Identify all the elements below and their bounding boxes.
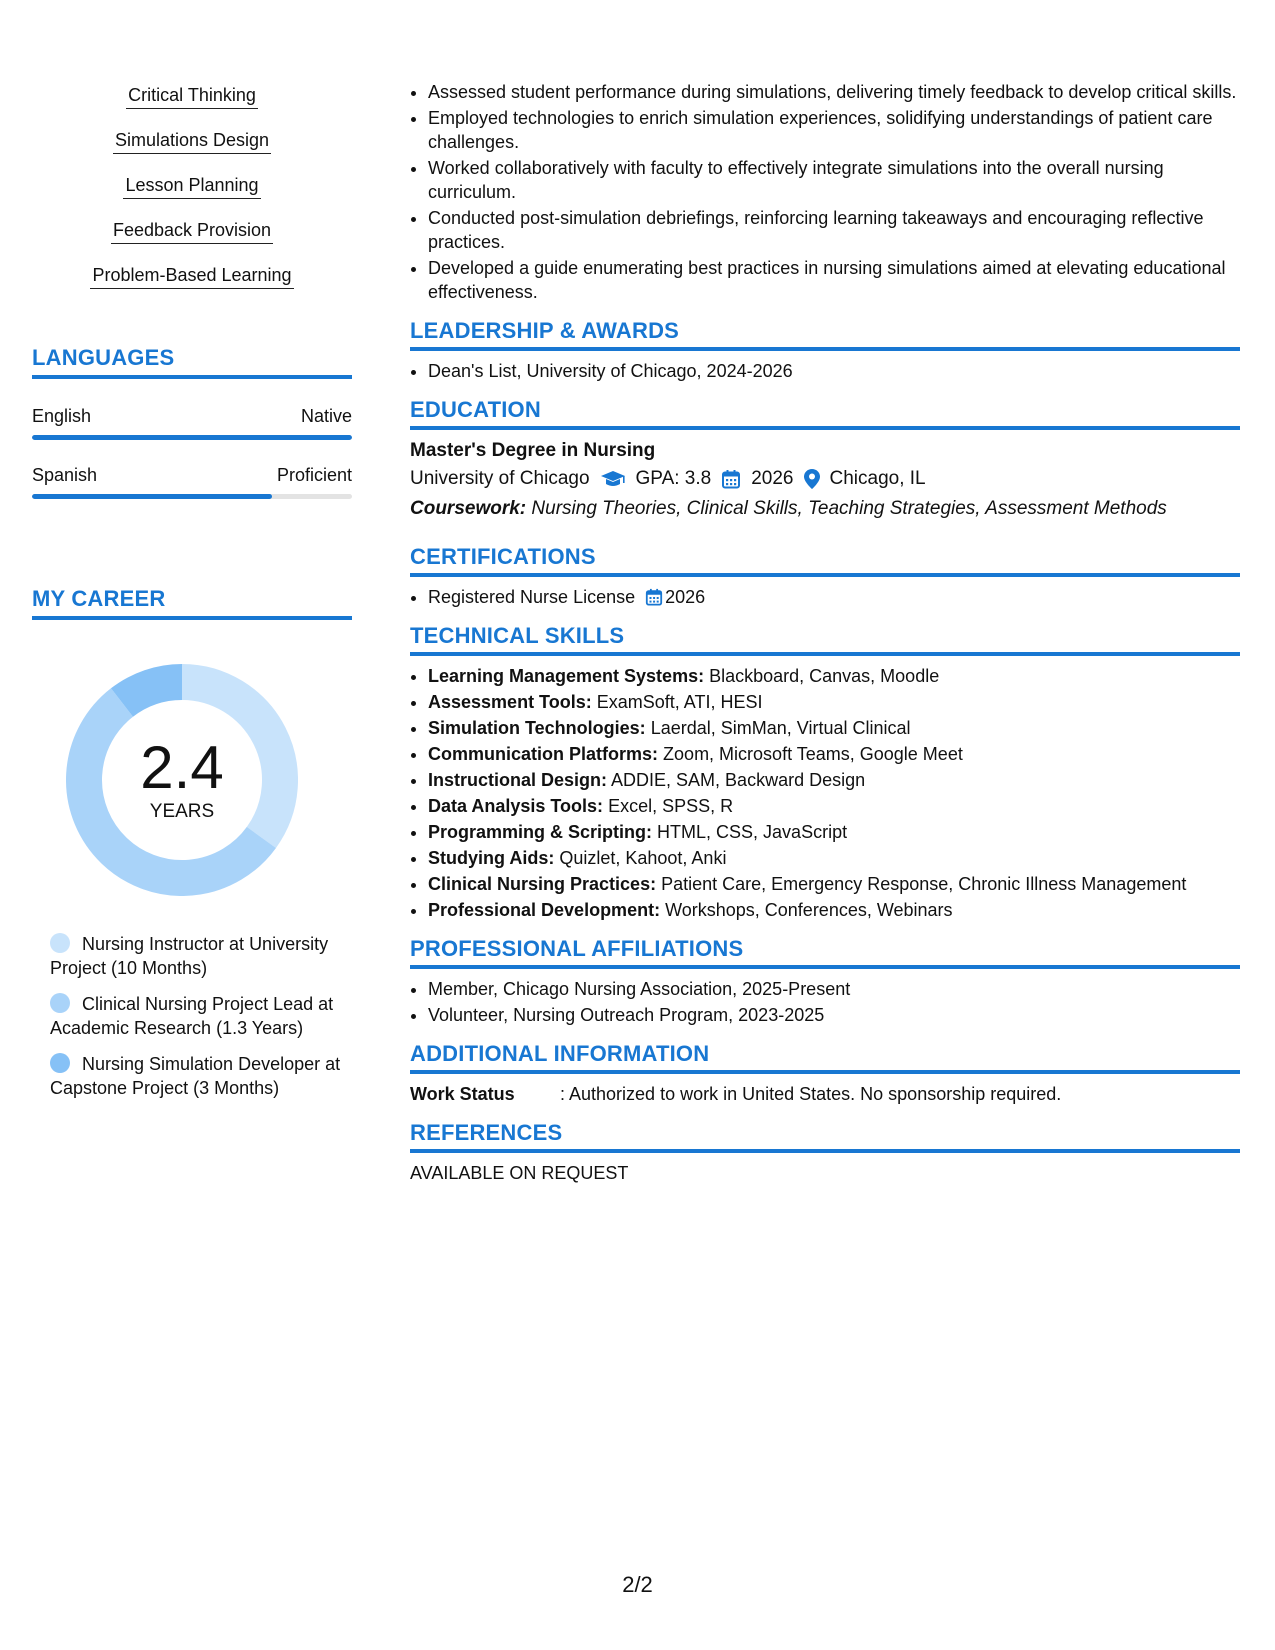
technical-skill-value: ExamSoft, ATI, HESI xyxy=(596,692,763,712)
donut-center xyxy=(66,664,298,896)
language-name: Spanish xyxy=(32,465,98,485)
language-row xyxy=(32,405,352,427)
experience-bullet: • Developed a guide enumerating best practices in nursing simulations aimed at elevating educational effectiveness. xyxy=(428,256,1240,304)
technical-skill-item xyxy=(428,664,1240,688)
work-status-value: : Authorized to work in United States. No sponsorship required. xyxy=(560,1084,1062,1104)
education-year: 2026 xyxy=(751,468,794,489)
education-location: Chicago, IL xyxy=(829,468,926,489)
education-degree: Master's Degree in Nursing xyxy=(410,440,656,461)
career-total-years: 2.4 xyxy=(140,734,224,801)
career-title: MY CAREER xyxy=(32,586,352,620)
career-legend xyxy=(50,932,350,1100)
technical-skill-item xyxy=(428,690,1240,714)
education-coursework xyxy=(410,494,1240,524)
education-school: University of Chicago xyxy=(410,468,590,489)
affiliation-item: • Volunteer, Nursing Outreach Program, 2023-2025 xyxy=(428,1003,1240,1027)
certification-item xyxy=(428,585,1240,609)
legend-item xyxy=(50,1052,350,1100)
technical-skill-item xyxy=(428,820,1240,844)
leadership-item: • Dean's List, University of Chicago, 2024-2026 xyxy=(428,359,1240,383)
technical-skill-label: Communication Platforms: xyxy=(428,744,659,764)
experience-bullet: • Worked collaboratively with faculty to effectively integrate simulations into the overall nursing curriculum. xyxy=(428,156,1240,204)
career-donut-chart xyxy=(66,664,298,896)
technical-skill-value: Quizlet, Kahoot, Anki xyxy=(559,848,727,868)
skill-item: Feedback Provision xyxy=(111,219,273,244)
legend-label: Nursing Instructor at University Project (10 Months) xyxy=(50,934,329,978)
education-title: EDUCATION xyxy=(410,397,1240,430)
leadership-title: LEADERSHIP & AWARDS xyxy=(410,318,1240,351)
technical-skill-value: ADDIE, SAM, Backward Design xyxy=(611,770,866,790)
language-proficiency-fill xyxy=(32,494,272,499)
additional-info-title: ADDITIONAL INFORMATION xyxy=(410,1041,1240,1074)
references-section xyxy=(410,1120,1240,1185)
education-section xyxy=(410,397,1240,524)
leadership-list xyxy=(410,359,1240,383)
references-title: REFERENCES xyxy=(410,1120,1240,1153)
language-item xyxy=(32,464,352,499)
language-item xyxy=(32,405,352,440)
technical-skill-label: Professional Development: xyxy=(428,900,661,920)
technical-skill-label: Programming & Scripting: xyxy=(428,822,653,842)
technical-skill-label: Studying Aids: xyxy=(428,848,555,868)
technical-skill-item xyxy=(428,742,1240,766)
technical-skill-item xyxy=(428,898,1240,922)
legend-item xyxy=(50,932,350,980)
leadership-section xyxy=(410,318,1240,383)
affiliations-title: PROFESSIONAL AFFILIATIONS xyxy=(410,936,1240,969)
technical-skill-value: Excel, SPSS, R xyxy=(608,796,734,816)
technical-skill-item xyxy=(428,768,1240,792)
legend-dot xyxy=(50,1053,70,1073)
main-content xyxy=(410,80,1240,1185)
career-total-unit: YEARS xyxy=(149,801,215,822)
calendar-icon xyxy=(645,588,663,606)
language-row xyxy=(32,464,352,486)
page-number: 2/2 xyxy=(622,1572,653,1597)
language-level: Native xyxy=(300,406,352,426)
calendar-icon xyxy=(721,469,741,489)
certifications-title: CERTIFICATIONS xyxy=(410,544,1240,577)
technical-skill-item xyxy=(428,872,1240,896)
skill-list xyxy=(32,84,352,309)
legend-dot xyxy=(50,933,70,953)
education-gpa: GPA: 3.8 xyxy=(635,468,712,489)
affiliation-item: • Member, Chicago Nursing Association, 2025-Present xyxy=(428,977,1240,1001)
technical-skill-value: Zoom, Microsoft Teams, Google Meet xyxy=(663,744,963,764)
graduation-cap-icon xyxy=(600,470,626,488)
technical-skill-value: HTML, CSS, JavaScript xyxy=(657,822,848,842)
technical-skill-item xyxy=(428,846,1240,870)
language-proficiency-fill xyxy=(32,435,352,440)
education-details xyxy=(410,464,1240,494)
legend-label: Clinical Nursing Project Lead at Academic Research (1.3 Years) xyxy=(50,994,334,1038)
affiliations-section xyxy=(410,936,1240,1027)
legend-dot xyxy=(50,993,70,1013)
technical-skills-list xyxy=(410,664,1240,922)
languages-title: LANGUAGES xyxy=(32,345,352,379)
work-status-label: Work Status xyxy=(410,1084,515,1104)
certification-year: 2026 xyxy=(665,587,706,607)
location-pin-icon xyxy=(804,469,820,489)
technical-skill-label: Clinical Nursing Practices: xyxy=(428,874,657,894)
technical-skill-label: Simulation Technologies: xyxy=(428,718,646,738)
technical-skill-value: Blackboard, Canvas, Moodle xyxy=(709,666,940,686)
experience-bullets xyxy=(410,80,1240,304)
certifications-section xyxy=(410,544,1240,609)
work-status-row xyxy=(410,1082,1240,1106)
language-level: Proficient xyxy=(276,465,352,485)
language-proficiency-bar xyxy=(32,494,352,499)
technical-skill-item xyxy=(428,716,1240,740)
skill-item: Lesson Planning xyxy=(123,174,260,199)
skills-panel xyxy=(32,84,352,309)
language-proficiency-bar xyxy=(32,435,352,440)
technical-skills-section xyxy=(410,623,1240,922)
legend-item xyxy=(50,992,350,1040)
certifications-list xyxy=(410,585,1240,609)
coursework-label: Coursework: xyxy=(410,498,527,519)
skill-item: Critical Thinking xyxy=(126,84,258,109)
technical-skill-label: Data Analysis Tools: xyxy=(428,796,604,816)
experience-bullet: • Conducted post-simulation debriefings, reinforcing learning takeaways and encouraging reflective practices. xyxy=(428,206,1240,254)
additional-info-section xyxy=(410,1041,1240,1106)
technical-skill-item xyxy=(428,794,1240,818)
language-list xyxy=(32,405,352,499)
technical-skills-title: TECHNICAL SKILLS xyxy=(410,623,1240,656)
skill-item: Problem-Based Learning xyxy=(90,264,293,289)
experience-bullet: • Employed technologies to enrich simulation experiences, solidifying understandings of patient care challenges. xyxy=(428,106,1240,154)
technical-skill-label: Learning Management Systems: xyxy=(428,666,705,686)
language-name: English xyxy=(32,406,92,426)
skill-item: Simulations Design xyxy=(113,129,271,154)
technical-skill-value: Workshops, Conferences, Webinars xyxy=(665,900,953,920)
legend-label: Nursing Simulation Developer at Capstone Project (3 Months) xyxy=(50,1054,341,1098)
certification-name: Registered Nurse License xyxy=(428,587,636,607)
affiliations-list xyxy=(410,977,1240,1027)
technical-skill-label: Instructional Design: xyxy=(428,770,608,790)
career-section xyxy=(32,586,352,1112)
languages-section xyxy=(32,345,352,499)
technical-skill-label: Assessment Tools: xyxy=(428,692,592,712)
references-text: AVAILABLE ON REQUEST xyxy=(410,1163,629,1183)
experience-bullet: • Assessed student performance during simulations, delivering timely feedback to develop critical skills. xyxy=(428,80,1240,104)
coursework-value: Nursing Theories, Clinical Skills, Teaching Strategies, Assessment Methods xyxy=(531,498,1167,519)
technical-skill-value: Patient Care, Emergency Response, Chronic Illness Management xyxy=(661,874,1187,894)
technical-skill-value: Laerdal, SimMan, Virtual Clinical xyxy=(650,718,911,738)
